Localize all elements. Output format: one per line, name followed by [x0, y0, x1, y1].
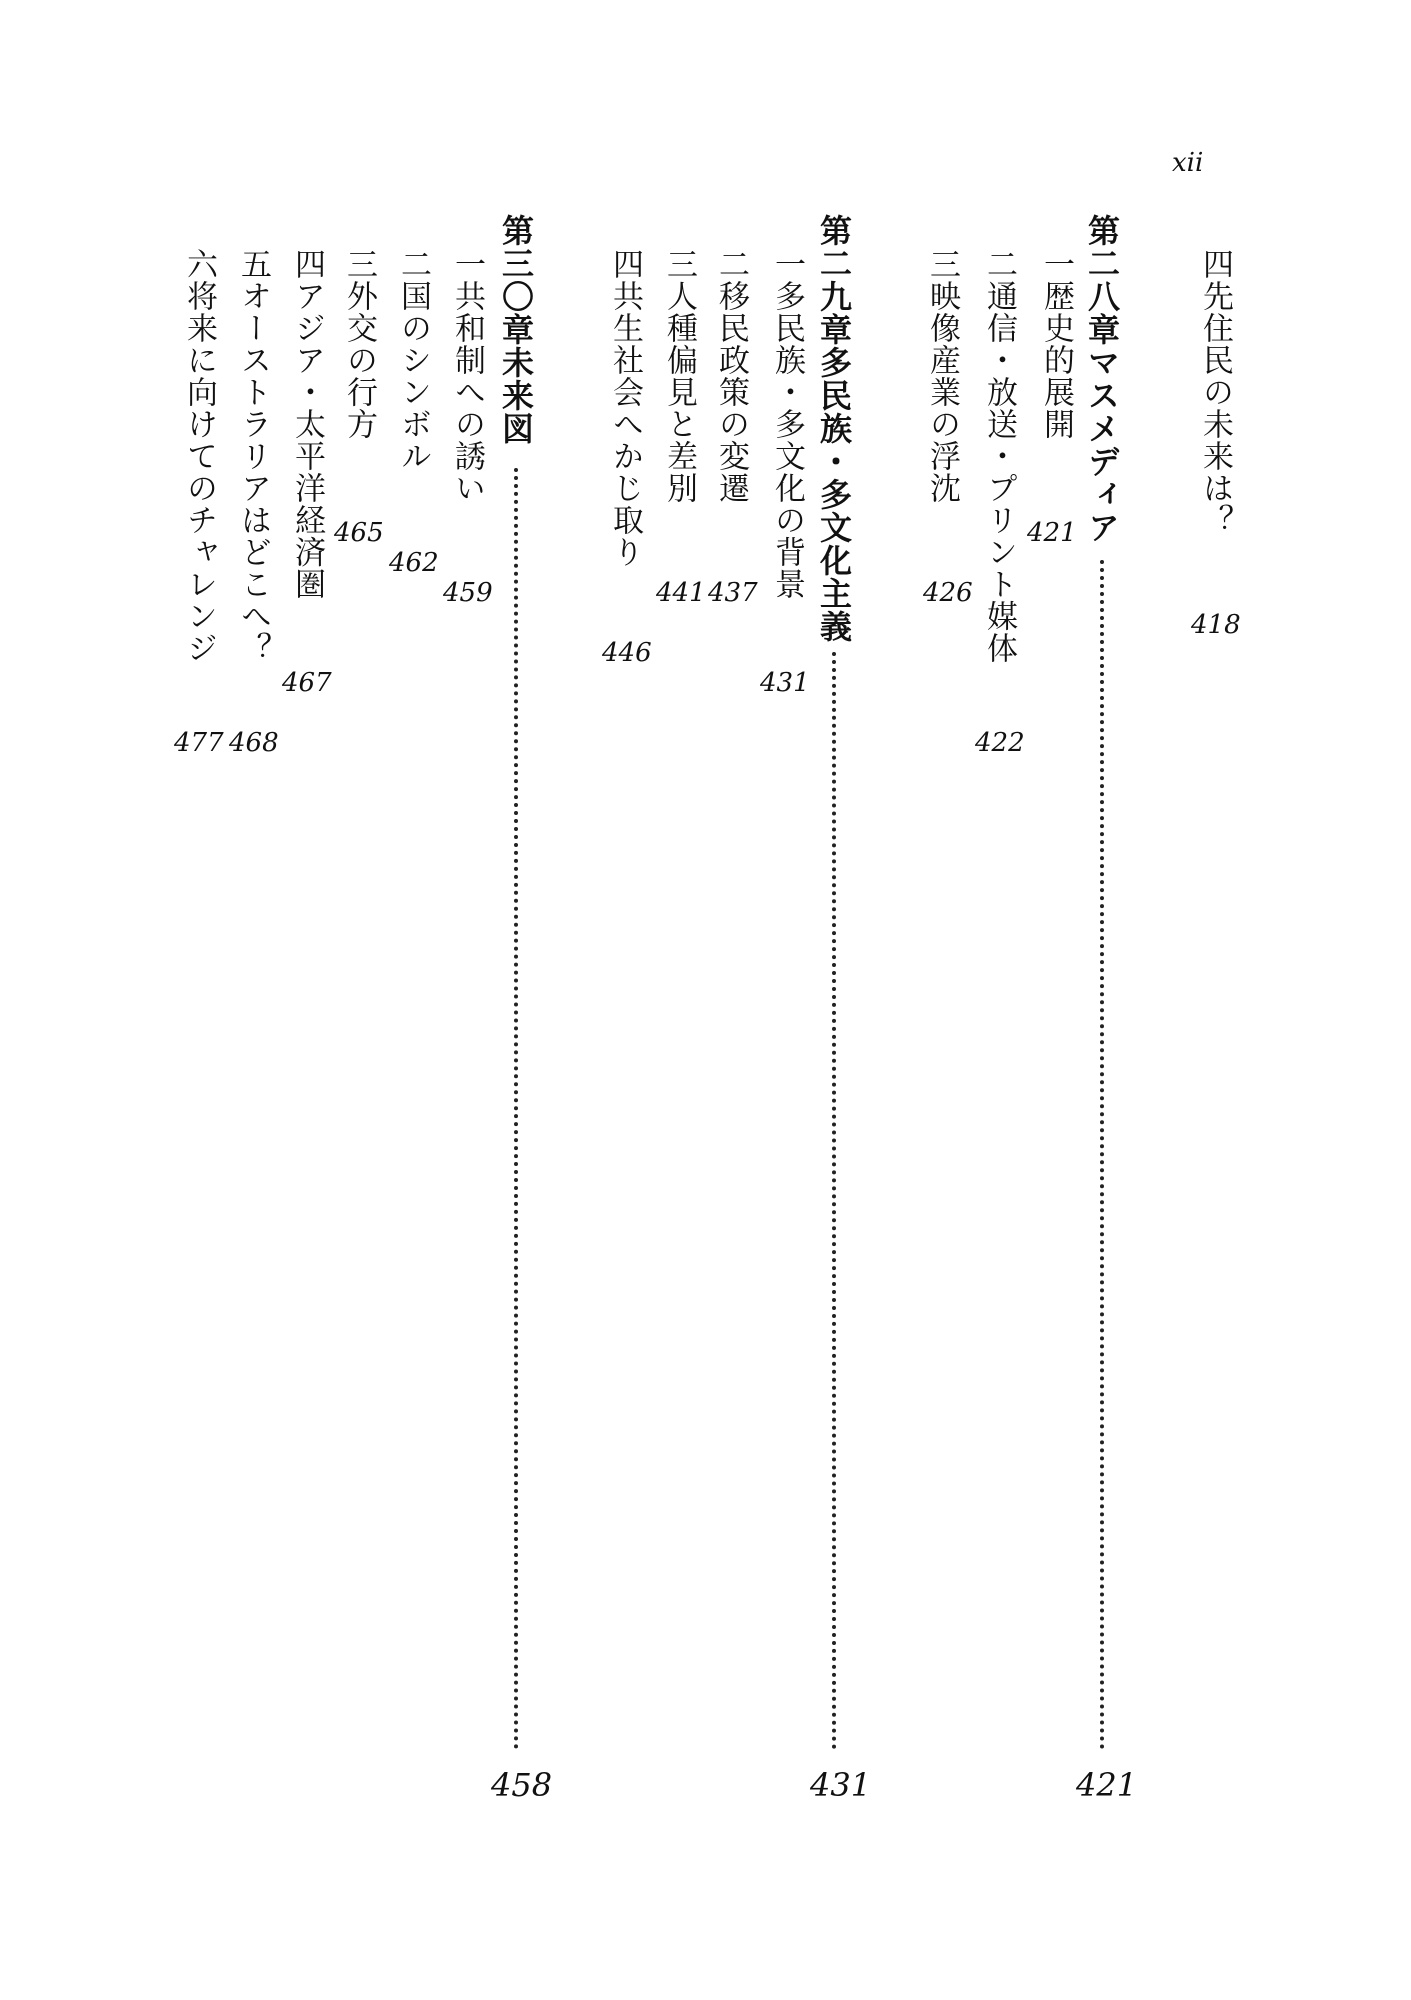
section-title: 共生社会へかじ取り: [607, 280, 643, 568]
section-title: 先住民の未来は？: [1197, 280, 1233, 536]
page-number: 477: [174, 728, 224, 758]
toc-entry-30-2: [394, 248, 431, 472]
section-title: 通信・放送・プリント媒体: [981, 280, 1017, 664]
section-title: 共和制への誘い: [449, 280, 485, 504]
chapter-label: 第三〇章: [497, 214, 535, 346]
page-number: 437: [708, 578, 758, 608]
page-number: 418: [1191, 610, 1241, 640]
page-number: 446: [602, 638, 652, 668]
page-number: 431: [760, 668, 810, 698]
toc-entry-prev-section: [1196, 248, 1233, 536]
section-number: 二: [395, 248, 431, 280]
section-title: アジア・太平洋経済圏: [289, 280, 325, 600]
section-number: 二: [713, 248, 749, 280]
chapter-page-number: 421: [1076, 1766, 1138, 1804]
section-title: オーストラリアはどこへ？: [235, 280, 271, 664]
toc-entry-29-3: [660, 248, 697, 504]
section-title: 将来に向けてのチャレンジ: [181, 280, 217, 664]
chapter-title: 未来図: [497, 346, 535, 445]
section-number: 一: [769, 248, 805, 280]
section-number: 三: [661, 248, 697, 280]
chapter-page-number: 458: [491, 1766, 553, 1804]
chapter-heading-28: [1083, 214, 1121, 544]
page-number: 462: [389, 548, 439, 578]
chapter-heading-29: [815, 214, 853, 643]
page-number: 468: [229, 728, 279, 758]
section-title: 歴史的展開: [1038, 280, 1074, 440]
section-number: 一: [449, 248, 485, 280]
chapter-heading-30: [497, 214, 535, 445]
toc-entry-29-2: [712, 248, 749, 504]
toc-entry-29-4: [606, 248, 643, 568]
section-title: 多民族・多文化の背景: [769, 280, 805, 600]
chapter-title: 多民族・多文化主義: [815, 346, 853, 643]
chapter-page-number: 431: [810, 1766, 872, 1804]
section-number: 四: [607, 248, 643, 280]
toc-entry-30-6: [180, 248, 217, 664]
page-number: 441: [656, 578, 706, 608]
toc-entry-30-4: [288, 248, 325, 600]
page-number: 459: [443, 578, 493, 608]
section-title: 人種偏見と差別: [661, 280, 697, 504]
page-number: 422: [975, 728, 1025, 758]
toc-entry-30-1: [448, 248, 485, 504]
toc-entry-28-3: [923, 248, 960, 504]
section-number: 四: [1197, 248, 1233, 280]
chapter-label: 第二八章: [1083, 214, 1121, 346]
section-number: 三: [924, 248, 960, 280]
section-title: 映像産業の浮沈: [924, 280, 960, 504]
section-title: 国のシンボル: [395, 280, 431, 472]
toc-entry-29-1: [768, 248, 805, 600]
section-title: 外交の行方: [341, 280, 377, 440]
toc-entry-30-5: [234, 248, 271, 664]
chapter-label: 第二九章: [815, 214, 853, 346]
dot-leader: [832, 652, 840, 1750]
dot-leader: [514, 468, 522, 1750]
section-number: 五: [235, 248, 271, 280]
page-number: 467: [282, 668, 332, 698]
page-number: 421: [1027, 518, 1077, 548]
section-number: 一: [1038, 248, 1074, 280]
section-number: 四: [289, 248, 325, 280]
page-number: 465: [334, 518, 384, 548]
toc-entry-28-2: [980, 248, 1017, 664]
section-number: 二: [981, 248, 1017, 280]
section-title: 移民政策の変遷: [713, 280, 749, 504]
section-number: 三: [341, 248, 377, 280]
toc-entry-30-3: [340, 248, 377, 440]
toc-entry-28-1: [1037, 248, 1074, 440]
folio-page-number: xii: [1172, 148, 1204, 178]
page-number: 426: [923, 578, 973, 608]
section-number: 六: [181, 248, 217, 280]
dot-leader: [1100, 560, 1108, 1750]
chapter-title: マスメディア: [1083, 346, 1121, 544]
